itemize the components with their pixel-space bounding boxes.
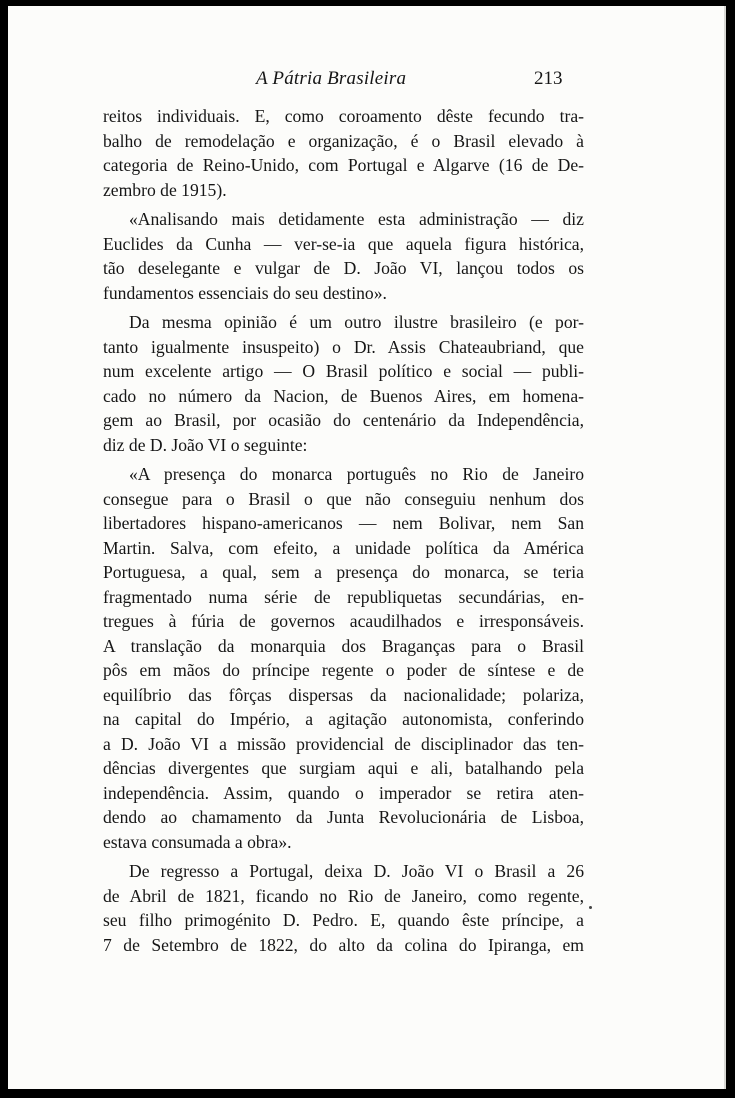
text-line: cado no número da Nacion, de Buenos Aires, em homena- — [103, 385, 584, 406]
text-line: de Abril de 1821, ficando no Rio de Janeiro, como regente, — [103, 885, 584, 906]
text-line: 7 de Setembro de 1822, do alto da colina do Ipiranga, em — [103, 934, 584, 955]
text-line: «A presença do monarca português no Rio de Janeiro — [129, 464, 584, 484]
running-header — [8, 68, 724, 96]
text-line: tregues à fúria de governos acaudilhados e irresponsáveis. — [103, 611, 584, 631]
text-line: Euclides da Cunha — ver-se-ia que aquela figura histórica, — [103, 233, 584, 254]
text-line: «Analisando mais detidamente esta administração — diz — [129, 209, 584, 229]
text-line: A translação da monarquia dos Braganças para o Brasil — [103, 635, 584, 656]
text-line: Martin. Salva, com efeito, a unidade política da América — [103, 537, 584, 558]
text-line: libertadores hispano-americanos — nem Bolivar, nem San — [103, 513, 584, 533]
ink-speck — [589, 906, 592, 909]
book-page — [8, 6, 726, 1089]
text-line: reitos individuais. E, como coroamento dêste fecundo tra- — [103, 106, 584, 126]
text-line: dências divergentes que surgiam aqui e ali, batalhando pela — [103, 758, 584, 778]
text-line: balho de remodelação e organização, é o Brasil elevado à — [103, 130, 584, 151]
text-line: categoria de Reino-Unido, com Portugal e Algarve (16 de De- — [103, 155, 584, 175]
text-line: gem ao Brasil, por ocasião do centenário da Independência, — [103, 410, 584, 430]
text-line: zembro de 1915). — [103, 179, 227, 200]
text-line: tanto igualmente insuspeito) o Dr. Assis Chateaubriand, que — [103, 336, 584, 357]
text-line: fundamentos essenciais do seu destino». — [103, 282, 387, 303]
page-number: 213 — [534, 68, 563, 89]
text-line: De regresso a Portugal, deixa D. João VI o Brasil a 26 — [129, 861, 584, 881]
text-line: tão deselegante e vulgar de D. João VI, lançou todos os — [103, 258, 584, 278]
text-line: dendo ao chamamento da Junta Revolucionária de Lisboa, — [103, 807, 584, 827]
text-line: fragmentado numa série de republiquetas secundárias, en- — [103, 586, 584, 607]
text-line: seu filho primogénito D. Pedro. E, quando êste príncipe, a — [103, 910, 584, 930]
text-line: Da mesma opinião é um outro ilustre brasileiro (e por- — [129, 312, 584, 332]
text-line: consegue para o Brasil o que não conseguiu nenhum dos — [103, 488, 584, 509]
text-line: num excelente artigo — O Brasil político e social — publi- — [103, 361, 584, 381]
body-text — [103, 104, 584, 957]
text-line: Portuguesa, a qual, sem a presença do monarca, se teria — [103, 562, 584, 582]
text-line: a D. João VI a missão providencial de disciplinador das ten- — [103, 733, 584, 754]
text-line: na capital do Império, a agitação autonomista, conferindo — [103, 709, 584, 729]
running-title: A Pátria Brasileira — [256, 68, 407, 89]
text-line: diz de D. João VI o seguinte: — [103, 434, 308, 455]
text-line: equilíbrio das fôrças dispersas da nacionalidade; polariza, — [103, 684, 584, 705]
text-line: estava consumada a obra». — [103, 831, 292, 852]
text-line: independência. Assim, quando o imperador se retira aten- — [103, 782, 584, 803]
text-line: pôs em mãos do príncipe regente o poder de síntese e de — [103, 660, 584, 680]
